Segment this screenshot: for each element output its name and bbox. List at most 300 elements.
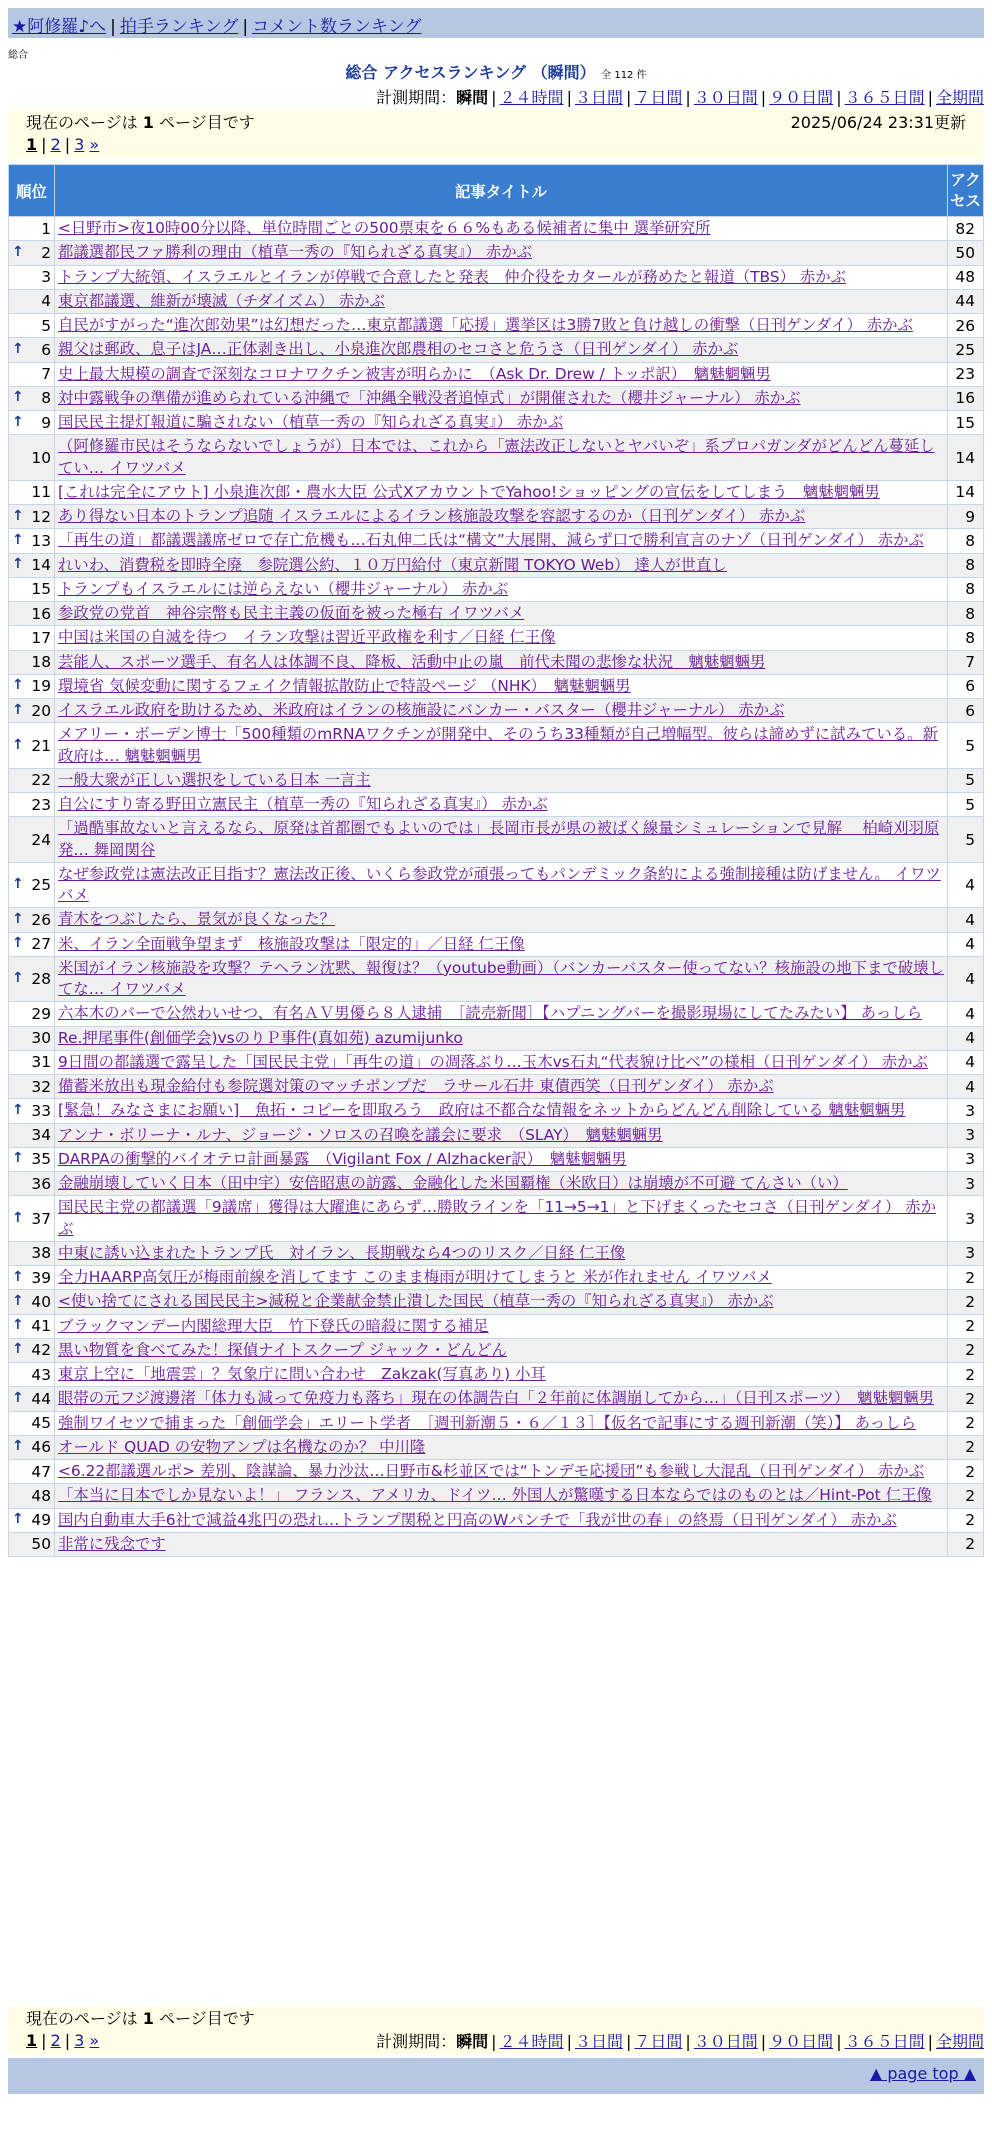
ranking-row: [9, 1460, 984, 1484]
ranking-row: [9, 1241, 984, 1265]
article-link[interactable]: 六本木のバーで公然わいせつ、有名ＡＶ男優ら８人逮捕 ［読売新聞］【ハプニングバーを撮影現場にしてたみたい】 あっしら: [58, 1004, 922, 1023]
title-cell: [55, 908, 948, 932]
title-cell: [55, 1099, 948, 1123]
pager-separator: |: [64, 135, 71, 154]
ranking-row: [9, 1363, 984, 1387]
article-link[interactable]: 東京上空に「地震雲」？気象庁に問い合わせ Zakzak(写真あり) 小耳: [58, 1365, 546, 1383]
period-link[interactable]: 全期間: [935, 88, 984, 107]
article-link[interactable]: 史上最大規模の調査で深刻なコロナワクチン被害が明らかに （Ask Dr. Drew / トッポ訳） 魑魅魍魎男: [58, 364, 771, 383]
period-link[interactable]: ３６５日間: [844, 88, 925, 107]
title-cell: [55, 1411, 948, 1435]
access-count: 4: [948, 956, 984, 1002]
rank-number: 31: [31, 1053, 51, 1072]
period-link[interactable]: ２４時間: [499, 2032, 564, 2051]
rank-cell: [9, 1338, 55, 1362]
rank-number: 13: [31, 531, 51, 550]
rank-number: 1: [41, 219, 51, 238]
article-link[interactable]: Re.押尾事件(創価学会)vsのりＰ事件(真如苑) azumijunko: [58, 1028, 463, 1047]
ranking-row: [9, 1266, 984, 1290]
rank-cell: [9, 1484, 55, 1508]
title-cell: [55, 241, 948, 265]
ranking-row: [9, 862, 984, 908]
article-link[interactable]: 強制ワイセツで捕まった「創価学会」エリート学者 ［週刊新潮５・６／１３］【仮名で記事にする週刊新潮（笑）】 あっしら: [58, 1413, 916, 1432]
period-link[interactable]: ７日間: [634, 2032, 683, 2051]
access-count: 25: [948, 338, 984, 362]
access-count: 3: [948, 1241, 984, 1265]
rank-number: 23: [31, 795, 51, 814]
access-count: 2: [948, 1484, 984, 1508]
rank-up-icon: ↑: [12, 556, 24, 573]
access-count: 14: [948, 435, 984, 481]
rank-number: 25: [31, 876, 51, 894]
article-link[interactable]: [これは完全にアウト] 小泉進次郎・農水大臣 公式XアカウントでYahoo!ショッピングの宣伝をしてしまう 魑魅魍魎男: [58, 482, 880, 501]
title-cell: [55, 817, 948, 863]
ranking-row: [9, 650, 984, 674]
title-cell: [55, 1172, 948, 1196]
access-count: 2: [948, 1411, 984, 1435]
updated-timestamp: 2025/06/24 23:31更新: [790, 113, 966, 132]
rank-up-icon: ↑: [12, 677, 24, 694]
period-link[interactable]: ９０日間: [769, 88, 834, 107]
article-link[interactable]: 国内自動車大手6社で減益4兆円の恐れ…トランプ関税と円高のWパンチで「我が世の春」の終焉（日刊ゲンダイ） 赤かぶ: [58, 1510, 897, 1529]
top-nav-bar: [8, 8, 984, 38]
ranking-row: [9, 674, 984, 698]
rank-up-icon: ↑: [12, 935, 24, 952]
ranking-row: [9, 289, 984, 313]
rank-up-icon: ↑: [12, 970, 24, 986]
access-count: 44: [948, 289, 984, 313]
title-cell: [55, 338, 948, 362]
rank-number: 43: [31, 1365, 51, 1384]
rank-number: 47: [31, 1462, 51, 1481]
ranking-row: [9, 1196, 984, 1242]
rank-cell: [9, 1363, 55, 1387]
page-title: [0, 60, 992, 83]
article-link[interactable]: イスラエル政府を助けるため、米政府はイランの核施設にバンカー・バスター（櫻井ジャーナル） 赤かぶ: [58, 701, 785, 719]
rank-number: 4: [41, 292, 51, 311]
rank-number: 6: [41, 340, 51, 359]
title-cell: [55, 1508, 948, 1532]
access-count: 23: [948, 362, 984, 386]
rank-up-icon: ↑: [12, 389, 24, 406]
article-link[interactable]: 芸能人、スポーツ選手、有名人は体調不良、降板、活動中止の嵐 前代未聞の悲惨な状況 魑魅魍魎男: [58, 652, 766, 671]
rank-up-icon: ↑: [12, 1317, 24, 1334]
title-cell: [55, 1266, 948, 1290]
access-count: 2: [948, 1387, 984, 1411]
article-link[interactable]: ブラックマンデー内閣総理大臣 竹下登氏の暗殺に関する補足: [58, 1316, 489, 1335]
access-count: 82: [948, 217, 984, 241]
rank-cell: [9, 553, 55, 577]
title-cell: [55, 1241, 948, 1265]
period-separator: |: [836, 88, 842, 107]
title-cell: [55, 435, 948, 481]
period-separator: |: [927, 88, 933, 107]
rank-number: 50: [31, 1535, 51, 1554]
rank-cell: [9, 362, 55, 386]
article-link[interactable]: 青木をつぶしたら、景気が良くなった？: [58, 910, 336, 929]
rank-cell: [9, 699, 55, 723]
article-link[interactable]: 対中露戦争の準備が進められている沖縄で「沖縄全戦没者追悼式」が開催された（櫻井ジャーナル） 赤かぶ: [58, 388, 801, 407]
rank-cell: [9, 650, 55, 674]
article-link[interactable]: あり得ない日本のトランプ追随 イスラエルによるイラン核施設攻撃を容認するのか（日刊ゲンダイ） 赤かぶ: [58, 507, 806, 525]
rank-up-icon: ↑: [12, 736, 24, 753]
article-link[interactable]: 備蓄米放出も現金給付も参院選対策のマッチポンプだ ラサール石井 東債西笑（日刊ゲンダイ） 赤かぶ: [58, 1077, 774, 1095]
article-link[interactable]: 眼帯の元フジ渡邊渚「体力も減って免疫力も落ち」現在の体調告白「２年前に体調崩してから…」（日刊スポーツ） 魑魅魍魎男: [58, 1389, 935, 1408]
pager-next-link[interactable]: »: [89, 135, 100, 154]
rank-cell: [9, 577, 55, 601]
ranking-row: [9, 699, 984, 723]
title-cell: [55, 1460, 948, 1484]
ranking-row: [9, 411, 984, 435]
rank-cell: [9, 386, 55, 410]
access-count: 48: [948, 265, 984, 289]
rank-header: 順位: [9, 165, 55, 217]
rank-up-icon: ↑: [12, 1292, 24, 1309]
period-selector-bottom: [376, 2029, 984, 2052]
rank-up-icon: ↑: [12, 1150, 24, 1167]
title-cell: [55, 1050, 948, 1074]
article-link[interactable]: 9日間の都議選で露呈した「国民民主党」「再生の道」の凋落ぶり…玉木vs石丸“代表貌け比べ”の様相（日刊ゲンダイ） 赤かぶ: [58, 1052, 928, 1071]
ranking-row: [9, 386, 984, 410]
access-count: 4: [948, 1002, 984, 1026]
title-cell: [55, 1387, 948, 1411]
rank-number: 19: [31, 677, 51, 696]
period-link[interactable]: 全期間: [935, 2032, 984, 2051]
access-count: 2: [948, 1508, 984, 1532]
ranking-row: [9, 435, 984, 481]
title-cell: [55, 602, 948, 626]
rank-cell: [9, 932, 55, 956]
article-link[interactable]: 黒い物質を食べてみた！探偵ナイトスクープ ジャック・どんどん: [58, 1340, 507, 1359]
article-link[interactable]: 非常に残念です: [58, 1534, 166, 1553]
article-link[interactable]: 金融崩壊していく日本（田中宇）安倍昭恵の訪露、金融化した米国覇権（米欧日）は崩壊が不可避 てんさい（い）: [58, 1174, 848, 1192]
article-link[interactable]: 一般大衆が正しい選択をしている日本 一言主: [58, 770, 371, 789]
pager-link[interactable]: 3: [74, 2031, 85, 2050]
pager-link[interactable]: 3: [74, 135, 85, 154]
access-count: 3: [948, 1172, 984, 1196]
access-count: 8: [948, 553, 984, 577]
ranking-row: [9, 1123, 984, 1147]
rank-cell: [9, 768, 55, 792]
rank-cell: [9, 1050, 55, 1074]
ranking-row: [9, 1338, 984, 1362]
rank-cell: [9, 480, 55, 504]
rank-number: 18: [31, 653, 51, 672]
rank-up-icon: ↑: [12, 701, 24, 718]
article-link[interactable]: 米国がイラン核施設を攻撃？テヘラン沈黙、報復は？（youtube動画）（バンカーバスター使ってない？核施設の地下まで破壊してな… イワツバメ: [58, 958, 944, 998]
title-cell: [55, 1363, 948, 1387]
rank-cell: [9, 505, 55, 529]
ranking-row: [9, 265, 984, 289]
title-cell: [55, 386, 948, 410]
access-count: 3: [948, 1196, 984, 1242]
ranking-row: [9, 314, 984, 338]
period-separator: |: [566, 2032, 572, 2051]
article-link[interactable]: れいわ、消費税を即時全廃 参院選公約、１０万円給付（東京新聞 TOKYO Web） 達人が世直し: [58, 555, 727, 574]
rank-up-icon: ↑: [12, 531, 24, 548]
article-link[interactable]: メアリー・ボーデン博士「500種類のmRNAワクチンが開発中、そのうち33種類が自己増幅型。彼らは諦めずに試みている。新政府は… 魑魅魍魎男: [58, 725, 938, 765]
rank-number: 33: [31, 1101, 51, 1120]
page-info-top: [8, 110, 984, 158]
access-count: 6: [948, 674, 984, 698]
ranking-row: [9, 1147, 984, 1171]
rank-cell: [9, 1075, 55, 1099]
total-count: 全 112 件: [601, 70, 647, 81]
period-separator: |: [625, 2032, 632, 2051]
access-count: 2: [948, 1314, 984, 1338]
ranking-row: [9, 908, 984, 932]
title-cell: [55, 1002, 948, 1026]
article-link[interactable]: 東京都議選、維新が壊滅（チダイズム） 赤かぶ: [58, 291, 385, 310]
rank-cell: [9, 1196, 55, 1242]
rank-number: 38: [31, 1244, 51, 1263]
period-link[interactable]: ３日間: [574, 88, 623, 107]
comment-ranking-link[interactable]: コメント数ランキング: [252, 17, 422, 37]
ranking-row: [9, 817, 984, 863]
ranking-row: [9, 553, 984, 577]
ranking-row: [9, 1290, 984, 1314]
period-separator: |: [491, 2032, 497, 2051]
access-count: 3: [948, 1147, 984, 1171]
period-separator: |: [625, 88, 632, 107]
period-current: 瞬間: [456, 88, 489, 107]
ranking-row: [9, 1172, 984, 1196]
rank-cell: [9, 956, 55, 1002]
period-current: 瞬間: [456, 2032, 489, 2051]
pager-top: [26, 134, 966, 156]
access-count: 7: [948, 650, 984, 674]
rank-number: 24: [31, 830, 51, 849]
rank-number: 35: [31, 1150, 51, 1169]
period-separator: |: [566, 88, 572, 107]
pager-next-link[interactable]: »: [89, 2031, 100, 2050]
access-count: 5: [948, 793, 984, 817]
title-cell: [55, 768, 948, 792]
rank-cell: [9, 1314, 55, 1338]
title-cell: [55, 289, 948, 313]
rank-cell: [9, 1290, 55, 1314]
rank-cell: [9, 1172, 55, 1196]
clap-ranking-link[interactable]: 拍手ランキング: [119, 17, 239, 37]
article-link[interactable]: トランプもイスラエルには逆らえない（櫻井ジャーナル） 赤かぶ: [58, 579, 508, 598]
article-link[interactable]: 全力HAARP高気圧が梅雨前線を消してます このまま梅雨が明けてしまうと 米が作れません イワツバメ: [58, 1268, 772, 1286]
period-link[interactable]: ７日間: [634, 88, 683, 107]
title-cell: [55, 314, 948, 338]
ranking-row: [9, 217, 984, 241]
article-link[interactable]: 国民民主党の都議選「9議席」獲得は大躍進にあらず…勝敗ラインを「11→5→1」と下げまくったセコさ（日刊ゲンダイ） 赤かぶ: [58, 1198, 936, 1238]
article-link[interactable]: 中国は米国の自滅を待つ イラン攻撃は習近平政権を利す／日経 仁王像: [58, 628, 556, 647]
period-separator: |: [491, 88, 497, 107]
article-link[interactable]: アンナ・ボリーナ・ルナ、ジョージ・ソロスの召喚を議会に要求 （SLAY） 魑魅魍魎男: [58, 1125, 663, 1144]
period-link[interactable]: ３６５日間: [844, 2032, 925, 2051]
article-link[interactable]: <使い捨てにされる国民民主>減税と企業献金禁止潰した国民（植草一秀の『知られざる真実』） 赤かぶ: [58, 1292, 774, 1311]
rank-number: 21: [31, 736, 51, 755]
rank-cell: [9, 314, 55, 338]
rank-number: 17: [31, 628, 51, 647]
rank-cell: [9, 723, 55, 769]
title-cell: [55, 1026, 948, 1050]
rank-number: 29: [31, 1004, 51, 1023]
access-count: 3: [948, 1099, 984, 1123]
period-link[interactable]: ３日間: [574, 2032, 623, 2051]
article-link[interactable]: DARPAの衝撃的バイオテロ計画暴露 （Vigilant Fox / Alzhacker訳） 魑魅魍魎男: [58, 1149, 627, 1168]
period-separator: |: [685, 2032, 691, 2051]
article-link[interactable]: オールド QUAD の安物アンプは名機なのか？ 中川隆: [58, 1437, 426, 1456]
access-count: 8: [948, 626, 984, 650]
title-cell: [55, 793, 948, 817]
title-cell: [55, 1338, 948, 1362]
ranking-row: [9, 1026, 984, 1050]
article-link[interactable]: <日野市>夜10時00分以降、単位時間ごとの500票束を６６%もある候補者に集中 選挙研究所: [58, 219, 711, 237]
access-count: 2: [948, 1266, 984, 1290]
ranking-row: [9, 241, 984, 265]
rank-cell: [9, 674, 55, 698]
ranking-row: [9, 1002, 984, 1026]
period-link[interactable]: ９０日間: [769, 2032, 834, 2051]
page-title-text: 総合 アクセスランキング （瞬間）: [345, 63, 596, 82]
rank-cell: [9, 908, 55, 932]
home-link[interactable]: ★阿修羅♪へ: [12, 17, 107, 37]
rank-number: 3: [41, 268, 51, 287]
title-cell: [55, 529, 948, 553]
nav-separator: |: [242, 17, 249, 37]
rank-cell: [9, 241, 55, 265]
article-link[interactable]: 都議選都民ファ勝利の理由（植草一秀の『知られざる真実』） 赤かぶ: [58, 243, 532, 262]
rank-number: 48: [31, 1486, 51, 1505]
article-link[interactable]: 自民がすがった“進次郎効果”は幻想だった…東京都議選「応援」選挙区は3勝7敗と負け越しの衝撃（日刊ゲンダイ） 赤かぶ: [58, 316, 913, 334]
rank-cell: [9, 265, 55, 289]
rank-cell: [9, 862, 55, 908]
article-link[interactable]: <6.22都議選ルポ> 差別、陰謀論、暴力沙汰…日野市&杉並区では“トンデモ応援団”も参戦し大混乱（日刊ゲンダイ） 赤かぶ: [58, 1462, 925, 1480]
article-link[interactable]: 環境省 気候変動に関するフェイク情報拡散防止で特設ページ （NHK） 魑魅魍魎男: [58, 676, 631, 695]
pager-link[interactable]: 2: [50, 2031, 61, 2050]
period-link[interactable]: ３０日間: [693, 2032, 758, 2051]
rank-cell: [9, 217, 55, 241]
article-link[interactable]: 中東に誘い込まれたトランプ氏 対イラン、長期戦なら4つのリスク／日経 仁王像: [58, 1243, 626, 1262]
ranking-row: [9, 577, 984, 601]
title-cell: [55, 932, 948, 956]
access-count: 2: [948, 1290, 984, 1314]
article-link[interactable]: 自公にすり寄る野田立憲民主（植草一秀の『知られざる真実』） 赤かぶ: [58, 795, 548, 813]
article-link[interactable]: 親父は郵政、息子はJA…正体剥き出し、小泉進次郎農相のセコさと危うさ（日刊ゲンダイ） 赤かぶ: [58, 340, 739, 359]
access-count: 16: [948, 386, 984, 410]
article-link[interactable]: [緊急！みなさまにお願い] 魚拓・コピーを即取ろう 政府は不都合な情報をネットからどんどん削除している 魑魅魍魎男: [58, 1101, 906, 1120]
rank-cell: [9, 1147, 55, 1171]
title-cell: [55, 480, 948, 504]
title-cell: [55, 1314, 948, 1338]
ranking-row: [9, 1484, 984, 1508]
period-separator: |: [927, 2032, 933, 2051]
access-count: 5: [948, 723, 984, 769]
period-separator: |: [685, 88, 691, 107]
rank-cell: [9, 1460, 55, 1484]
period-link[interactable]: ２４時間: [499, 88, 564, 107]
rank-number: 11: [31, 483, 51, 502]
article-link[interactable]: トランプ大統領、イスラエルとイランが停戦で合意したと発表 仲介役をカタールが務めたと報道（TBS） 赤かぶ: [58, 267, 847, 286]
rank-cell: [9, 626, 55, 650]
article-link[interactable]: 「過酷事故ないと言えるなら、原発は首都圏でもよいのでは」長岡市長が県の被ばく線量シミュレーションで見解 柏崎刈羽原発… 舞岡関谷: [58, 819, 940, 859]
rank-number: 41: [31, 1317, 51, 1336]
rank-up-icon: ↑: [12, 910, 24, 927]
rank-cell: [9, 529, 55, 553]
period-link[interactable]: ３０日間: [693, 88, 758, 107]
article-link[interactable]: 国民民主提灯報道に騙されない（植草一秀の『知られざる真実』） 赤かぶ: [58, 413, 564, 431]
rank-cell: [9, 1123, 55, 1147]
article-link[interactable]: 「本当に日本でしか見ないよ！」 フランス、アメリカ、ドイツ… 外国人が驚嘆する日本ならではのものとは／Hint-Pot 仁王像: [58, 1486, 932, 1505]
title-cell: [55, 362, 948, 386]
rank-number: 39: [31, 1268, 51, 1287]
access-count: 4: [948, 1026, 984, 1050]
rank-number: 9: [41, 413, 51, 432]
pager-link[interactable]: 2: [50, 135, 61, 154]
ranking-row: [9, 602, 984, 626]
access-count: 2: [948, 1338, 984, 1362]
ranking-row: [9, 932, 984, 956]
rank-up-icon: ↑: [12, 1341, 24, 1358]
title-header: 記事タイトル: [55, 165, 948, 217]
access-count: 8: [948, 529, 984, 553]
rank-number: 44: [31, 1389, 51, 1408]
article-link[interactable]: 参政党の党首 神谷宗幣も民主主義の仮面を被った極右 イワツバメ: [58, 604, 525, 622]
rank-up-icon: ↑: [12, 507, 24, 524]
access-count: 5: [948, 817, 984, 863]
title-cell: [55, 699, 948, 723]
article-link[interactable]: なぜ参政党は憲法改正目指す？憲法改正後、いくら参政党が頑張ってもパンデミック条約による強制接種は防げません。 イワツバメ: [58, 864, 941, 904]
period-separator: |: [760, 2032, 767, 2051]
article-link[interactable]: 「再生の道」都議選議席ゼロで存亡危機も…石丸伸二氏は“構文”大展開、減らず口で勝利宣言のナゾ（日刊ゲンダイ） 赤かぶ: [58, 531, 924, 550]
ranking-row: [9, 768, 984, 792]
current-page-text: 現在のページは 1 ページ目です: [26, 2009, 255, 2028]
ranking-row: [9, 505, 984, 529]
rank-number: 34: [31, 1126, 51, 1145]
title-cell: [55, 1484, 948, 1508]
rank-number: 26: [31, 910, 51, 929]
period-separator: |: [836, 2032, 842, 2051]
title-cell: [55, 674, 948, 698]
rank-cell: [9, 1002, 55, 1026]
rank-number: 32: [31, 1077, 51, 1096]
rank-number: 42: [31, 1341, 51, 1360]
bottom-bar: [8, 2058, 984, 2094]
rank-number: 30: [31, 1029, 51, 1048]
rank-number: 28: [31, 970, 51, 988]
access-count: 26: [948, 314, 984, 338]
rank-number: 8: [41, 389, 51, 408]
ranking-row: [9, 1508, 984, 1532]
access-count: 2: [948, 1435, 984, 1459]
access-count: 8: [948, 577, 984, 601]
pager-current: 1: [26, 135, 38, 154]
period-selector-top: [376, 85, 984, 108]
title-cell: [55, 1196, 948, 1242]
ranking-row: [9, 1314, 984, 1338]
nav-separator: |: [110, 17, 116, 37]
rank-up-icon: ↑: [12, 1101, 24, 1118]
rank-number: 7: [41, 365, 51, 384]
title-cell: [55, 217, 948, 241]
ranking-row: [9, 956, 984, 1002]
access-count: 50: [948, 241, 984, 265]
rank-cell: [9, 1387, 55, 1411]
rank-number: 36: [31, 1174, 51, 1193]
article-link[interactable]: 米、イラン全面戦争望まず 核施設攻撃は「限定的」／日経 仁王像: [58, 934, 525, 953]
page-top-link[interactable]: ▲ page top ▲: [869, 2064, 976, 2083]
article-link[interactable]: （阿修羅市民はそうならないでしょうが）日本では、これから「憲法改正しないとヤバいぞ」系プロパガンダがどんどん蔓延してい… イワツバメ: [58, 437, 935, 477]
ranking-row: [9, 626, 984, 650]
rank-cell: [9, 1508, 55, 1532]
rank-number: 37: [31, 1209, 51, 1228]
rank-cell: [9, 793, 55, 817]
